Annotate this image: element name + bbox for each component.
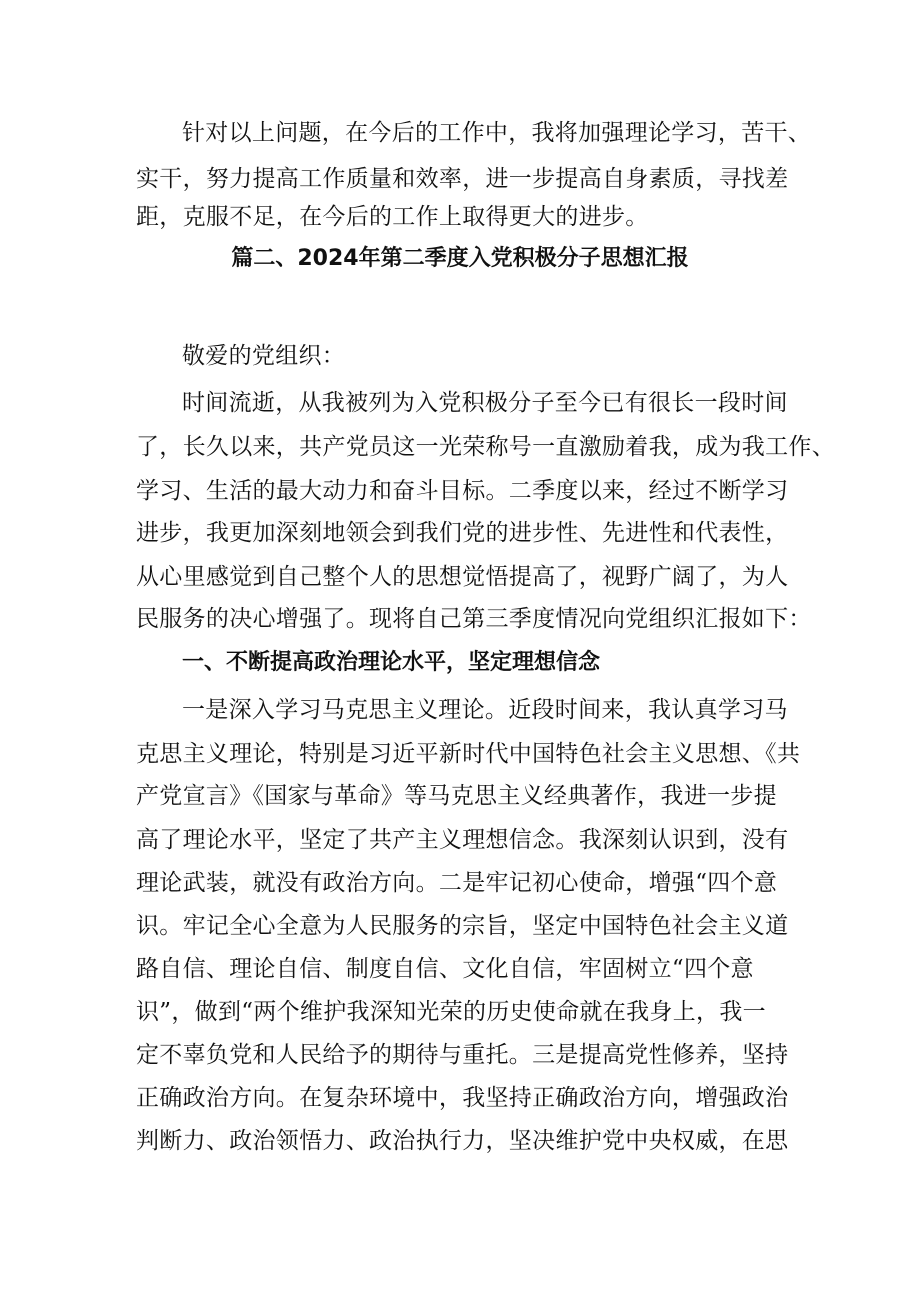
paragraph-line: 路自信、理论自信、制度自信、文化自信，牢固树立“四个意	[136, 956, 754, 982]
salutation: 敬爱的党组织：	[182, 343, 346, 369]
paragraph-line: 正确政治方向。在复杂环境中，我坚持正确政治方向，增强政治	[136, 1085, 789, 1111]
paragraph-line: 高了理论水平，坚定了共产主义理想信念。我深刻认识到，没有	[136, 827, 789, 853]
paragraph-line: 识”，做到“两个维护我深知光荣的历史使命就在我身上，我一	[136, 999, 766, 1025]
paragraph-line: 一是深入学习马克思主义理论。近段时间来，我认真学习马	[182, 697, 788, 723]
paragraph-line: 克思主义理论，特别是习近平新时代中国特色社会主义思想、《共	[136, 741, 801, 767]
paragraph-line: 距，克服不足，在今后的工作上取得更大的进步。	[136, 204, 649, 230]
paragraph-line: 针对以上问题，在今后的工作中，我将加强理论学习，苦干、	[182, 120, 812, 146]
paragraph-line: 时间流逝，从我被列为入党积极分子至今已有很长一段时间	[182, 390, 788, 416]
paragraph-line: 判断力、政治领悟力、政治执行力，坚决维护党中央权威，在思	[136, 1128, 789, 1154]
document-title: 篇二、2024年第二季度入党积极分子思想汇报	[231, 246, 689, 271]
paragraph-line: 理论武装，就没有政治方向。二是牢记初心使命，增强“四个意	[136, 870, 778, 896]
paragraph-line: 学习、生活的最大动力和奋斗目标。二季度以来，经过不断学习	[136, 478, 789, 504]
paragraph-line: 从心里感觉到自己整个人的思想觉悟提高了，视野广阔了，为人	[136, 564, 789, 590]
paragraph-line: 民服务的决心增强了。现将自己第三季度情况向党组织汇报如下：	[136, 606, 812, 632]
paragraph-line: 产党宣言》《国家与革命》等马克思主义经典著作，我进一步提	[136, 783, 777, 809]
paragraph-line: 了，长久以来，共产党员这一光荣称号一直激励着我，成为我工作、	[136, 434, 835, 460]
section-heading: 一、不断提高政治理论水平，坚定理想信念	[182, 650, 601, 675]
paragraph-line: 实干，努力提高工作质量和效率，进一步提高自身素质，寻找差	[136, 166, 789, 192]
paragraph-line: 定不辜负党和人民给予的期待与重托。三是提高党性修养，坚持	[136, 1042, 789, 1068]
paragraph-line: 进步，我更加深刻地领会到我们党的进步性、先进性和代表性，	[136, 520, 789, 546]
paragraph-line: 识。牢记全心全意为人民服务的宗旨，坚定中国特色社会主义道	[136, 913, 789, 939]
